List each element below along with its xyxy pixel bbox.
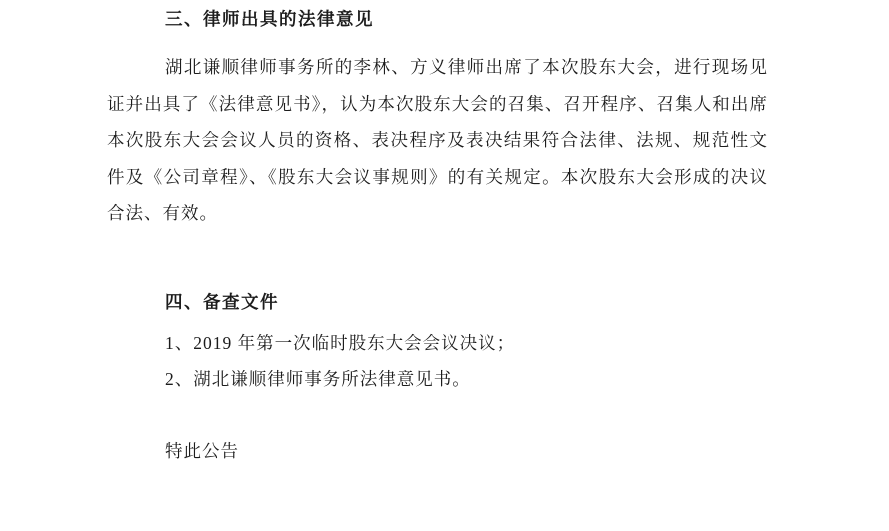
list-item-meeting-resolution: 1、2019 年第一次临时股东大会会议决议；	[165, 332, 516, 353]
section-heading-legal-opinion: 三、律师出具的法律意见	[165, 9, 374, 29]
legal-opinion-paragraph: 湖北谦顺律师事务所的李林、方义律师出席了本次股东大会，进行现场见证并出具了《法律意见书》，认为本次股东大会的召集、召开程序、召集人和出席本次股东大会会议人员的资格、表决程序及表决结果符合法律、法规、规范性文件及《公司章程》、《股东大会议事规则》的有关规定。本次股东大会形成的决议合法、有效。	[107, 57, 768, 223]
closing-statement: 特此公告	[165, 440, 239, 461]
reference-documents-list	[107, 325, 768, 398]
section-heading-reference-documents: 四、备查文件	[165, 291, 279, 312]
list-item-legal-opinion-letter: 2、湖北谦顺律师事务所法律意见书。	[165, 369, 471, 389]
